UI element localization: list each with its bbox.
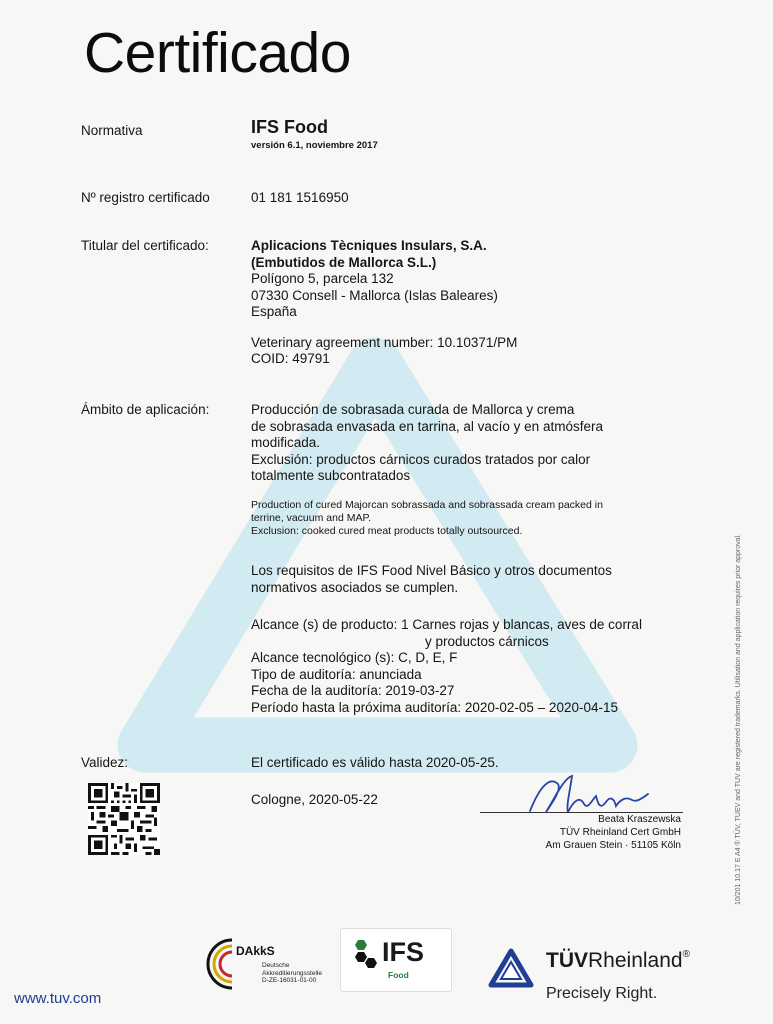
requirements-block <box>251 563 612 596</box>
audit-date: Fecha de la auditoría: 2019-03-27 <box>251 683 455 698</box>
ifs-word: IFS <box>382 937 425 967</box>
scope-es-1: Producción de sobrasada curada de Mallorca y crema <box>251 402 575 417</box>
validity-text: El certificado es válido hasta 2020-05-25. <box>251 755 499 770</box>
standard-name: IFS Food <box>251 117 328 137</box>
tuv-slogan: Precisely Right. <box>546 985 658 1002</box>
standard-version: versión 6.1, noviembre 2017 <box>251 139 378 151</box>
trademark-side-note: 10/201 10.17 E A4 ® TÜV, TUEV and TUV are registered trademarks. Utilisation and application requires prior approval. <box>735 533 742 905</box>
standard-block <box>251 119 378 154</box>
requirements-1: Los requisitos de IFS Food Nivel Básico y otros documentos <box>251 563 612 578</box>
tuv-name-rest: Rheinland <box>588 949 683 972</box>
scope-en-2: terrine, vacuum and MAP. <box>251 512 372 524</box>
holder-label: Titular del certificado: <box>81 238 209 253</box>
holder-address-2: 07330 Consell - Mallorca (Islas Baleares) <box>251 287 498 303</box>
tuv-website-link[interactable]: www.tuv.com <box>14 990 102 1007</box>
holder-coid: COID: 49791 <box>251 351 330 366</box>
scope-es-4: Exclusión: productos cárnicos curados tratados por calor <box>251 451 591 467</box>
holder-vet-agreement: Veterinary agreement number: 10.10371/PM <box>251 334 518 350</box>
next-audit-period: Período hasta la próxima auditoría: 2020-02-05 – 2020-04-15 <box>251 699 618 715</box>
tuv-registered-mark: ® <box>682 949 690 960</box>
audit-details-block <box>251 617 642 716</box>
product-scope-1: Alcance (s) de producto: 1 Carnes rojas y blancas, aves de corral <box>251 617 642 632</box>
place-date: Cologne, 2020-05-22 <box>251 792 378 807</box>
signer-name: Beata Kraszewska <box>598 814 681 825</box>
scope-en-3: Exclusion: cooked cured meat products totally outsourced. <box>251 525 523 537</box>
tuv-rheinland-logo-text <box>546 949 690 973</box>
signer-address: Am Grauen Stein · 51105 Köln <box>545 840 681 851</box>
holder-company: Aplicacions Tècniques Insulars, S.A. <box>251 238 487 253</box>
audit-type: Tipo de auditoría: anunciada <box>251 666 422 682</box>
dakks-subtitle-3: D-ZE-16031-01-00 <box>262 977 317 984</box>
validity-label: Validez: <box>81 755 129 770</box>
dakks-subtitle-1: Deutsche <box>262 962 290 969</box>
ifs-hexagon-icon <box>352 938 380 972</box>
registration-label: Nº registro certificado <box>81 190 210 205</box>
signer-organization: TÜV Rheinland Cert GmbH <box>559 827 681 838</box>
holder-block <box>251 238 517 368</box>
tuv-name-bold: TÜV <box>546 949 588 972</box>
scope-en-1: Production of cured Majorcan sobrassada and sobrassada cream packed in <box>251 499 603 511</box>
scope-es-3: modificada. <box>251 435 321 450</box>
standard-label: Normativa <box>81 123 143 138</box>
holder-address-1: Polígono 5, parcela 132 <box>251 271 394 286</box>
dakks-name: DAkkS <box>236 944 275 958</box>
registration-number: 01 181 1516950 <box>251 190 349 205</box>
product-scope-2: y productos cárnicos <box>425 633 549 649</box>
scope-english-block <box>251 499 603 538</box>
tech-scope: Alcance tecnológico (s): C, D, E, F <box>251 650 458 665</box>
tuv-triangle-icon <box>488 948 534 988</box>
dakks-subtitle-2: Akkreditierungsstelle <box>262 969 322 977</box>
holder-country: España <box>251 304 297 319</box>
ifs-food: Food <box>388 970 409 980</box>
qr-code[interactable] <box>88 783 160 855</box>
signature-line <box>480 812 683 813</box>
scope-es-5: totalmente subcontratados <box>251 468 411 483</box>
scope-block <box>251 402 603 485</box>
scope-es-2: de sobrasada envasada en tarrina, al vacío y en atmósfera <box>251 418 603 434</box>
scope-label: Ámbito de aplicación: <box>81 402 210 417</box>
certificate-title: Certificado <box>84 21 351 85</box>
requirements-2: normativos asociados se cumplen. <box>251 579 459 595</box>
dakks-subtitle <box>262 962 322 985</box>
holder-company-alt: (Embutidos de Mallorca S.L.) <box>251 254 437 270</box>
